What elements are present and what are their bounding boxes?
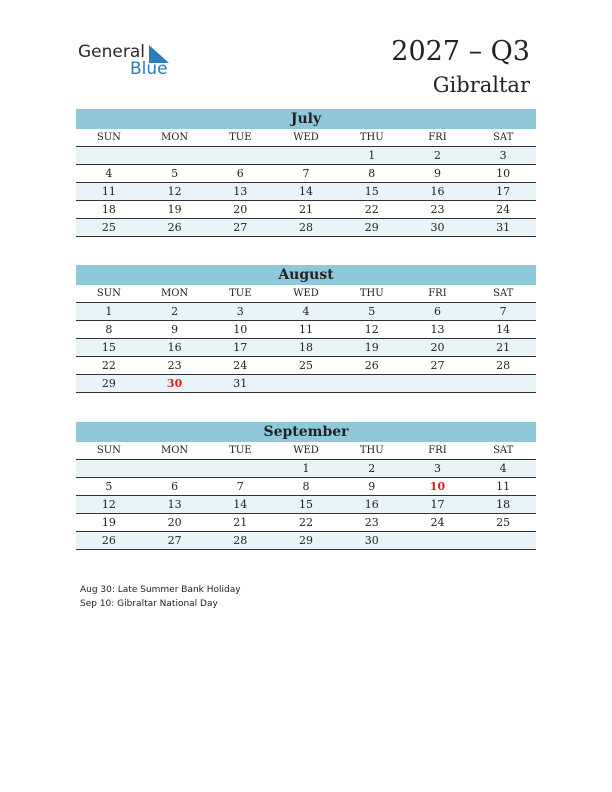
day-cell: 15 xyxy=(364,185,379,198)
day-cell: 15 xyxy=(101,341,116,354)
day-cell: 26 xyxy=(364,359,379,372)
day-cell xyxy=(339,375,405,392)
day-cell: 26 xyxy=(101,534,116,547)
day-cell: 8 xyxy=(105,323,113,336)
day-cell: 10 xyxy=(496,167,511,180)
day-cell: 21 xyxy=(496,341,511,354)
day-cell: 4 xyxy=(105,167,113,180)
month-name: August xyxy=(76,265,536,285)
weekday-label: SUN xyxy=(96,288,121,299)
weekday-header-row xyxy=(76,442,536,460)
weekday-label: FRI xyxy=(428,132,447,143)
day-cell: 12 xyxy=(167,185,182,198)
day-cell: 27 xyxy=(233,221,248,234)
day-cell: 19 xyxy=(167,203,182,216)
day-cell xyxy=(142,460,208,477)
weekday-label: FRI xyxy=(428,445,447,456)
day-cell: 9 xyxy=(433,167,441,180)
day-cell: 24 xyxy=(233,359,248,372)
day-cell: 5 xyxy=(105,480,113,493)
day-cell xyxy=(470,375,536,392)
weekday-label: THU xyxy=(359,445,384,456)
holiday-note: Aug 30: Late Summer Bank Holiday xyxy=(80,585,241,595)
day-cell: 6 xyxy=(433,305,441,318)
week-row xyxy=(76,165,536,183)
day-cell xyxy=(76,147,142,164)
week-row xyxy=(76,496,536,514)
day-cell xyxy=(405,532,471,549)
day-cell: 2 xyxy=(433,149,441,162)
day-cell: 22 xyxy=(364,203,379,216)
month-calendar-august xyxy=(76,265,536,393)
week-row xyxy=(76,357,536,375)
day-cell: 11 xyxy=(496,480,511,493)
day-cell: 6 xyxy=(236,167,244,180)
day-cell: 22 xyxy=(299,516,314,529)
holiday-day-cell: 30 xyxy=(166,377,183,390)
day-cell: 21 xyxy=(299,203,314,216)
day-cell: 30 xyxy=(364,534,379,547)
weekday-label: TUE xyxy=(229,132,252,143)
weekday-label: SAT xyxy=(493,132,514,143)
week-row xyxy=(76,478,536,496)
day-cell: 17 xyxy=(233,341,248,354)
weekday-label: TUE xyxy=(229,445,252,456)
weekday-label: MON xyxy=(160,132,189,143)
day-cell: 5 xyxy=(171,167,179,180)
day-cell: 19 xyxy=(364,341,379,354)
day-cell xyxy=(273,375,339,392)
day-cell: 5 xyxy=(368,305,376,318)
day-cell: 15 xyxy=(299,498,314,511)
week-row xyxy=(76,321,536,339)
day-cell: 11 xyxy=(101,185,116,198)
week-row xyxy=(76,147,536,165)
day-cell: 8 xyxy=(302,480,310,493)
day-cell: 16 xyxy=(430,185,445,198)
day-cell: 19 xyxy=(101,516,116,529)
day-cell: 12 xyxy=(364,323,379,336)
week-row xyxy=(76,183,536,201)
day-cell: 31 xyxy=(496,221,511,234)
week-row xyxy=(76,460,536,478)
day-cell: 1 xyxy=(302,462,310,475)
day-cell: 26 xyxy=(167,221,182,234)
day-cell: 18 xyxy=(101,203,116,216)
week-row xyxy=(76,514,536,532)
day-cell: 24 xyxy=(496,203,511,216)
weekday-label: SAT xyxy=(493,288,514,299)
region-title: Gibraltar xyxy=(432,73,530,97)
day-cell: 17 xyxy=(430,498,445,511)
brand-name-general: General xyxy=(78,42,145,62)
year-quarter-title: 2027 – Q3 xyxy=(391,36,530,67)
day-cell: 4 xyxy=(499,462,507,475)
day-cell xyxy=(207,460,273,477)
day-cell: 24 xyxy=(430,516,445,529)
day-cell: 3 xyxy=(236,305,244,318)
week-row xyxy=(76,201,536,219)
day-cell: 16 xyxy=(364,498,379,511)
day-cell: 4 xyxy=(302,305,310,318)
day-cell: 31 xyxy=(233,377,248,390)
day-cell: 25 xyxy=(299,359,314,372)
day-cell: 16 xyxy=(167,341,182,354)
weekday-label: SUN xyxy=(96,445,121,456)
day-cell: 7 xyxy=(499,305,507,318)
weekday-header-row xyxy=(76,285,536,303)
month-calendar-july xyxy=(76,109,536,237)
month-name: September xyxy=(76,422,536,442)
day-cell: 29 xyxy=(364,221,379,234)
day-cell: 23 xyxy=(167,359,182,372)
day-cell: 23 xyxy=(364,516,379,529)
weekday-label: FRI xyxy=(428,288,447,299)
weekday-header-row xyxy=(76,129,536,147)
weekday-label: MON xyxy=(160,288,189,299)
day-cell: 1 xyxy=(105,305,113,318)
week-row xyxy=(76,375,536,393)
day-cell: 6 xyxy=(171,480,179,493)
day-cell xyxy=(76,460,142,477)
brand-name-blue: Blue xyxy=(130,59,168,79)
day-cell: 17 xyxy=(496,185,511,198)
weekday-label: WED xyxy=(293,445,319,456)
day-cell: 7 xyxy=(236,480,244,493)
day-cell: 28 xyxy=(299,221,314,234)
week-row xyxy=(76,303,536,321)
day-cell: 14 xyxy=(496,323,511,336)
week-row xyxy=(76,339,536,357)
weekday-label: WED xyxy=(293,132,319,143)
day-cell: 12 xyxy=(101,498,116,511)
day-cell: 25 xyxy=(101,221,116,234)
day-cell: 14 xyxy=(299,185,314,198)
week-row xyxy=(76,219,536,237)
day-cell: 20 xyxy=(430,341,445,354)
day-cell xyxy=(207,147,273,164)
day-cell xyxy=(273,147,339,164)
day-cell: 22 xyxy=(101,359,116,372)
day-cell: 27 xyxy=(167,534,182,547)
weekday-label: THU xyxy=(359,288,384,299)
day-cell xyxy=(470,532,536,549)
day-cell: 27 xyxy=(430,359,445,372)
week-row xyxy=(76,532,536,550)
day-cell: 3 xyxy=(499,149,507,162)
holiday-notes xyxy=(80,583,241,611)
day-cell: 13 xyxy=(430,323,445,336)
day-cell: 20 xyxy=(233,203,248,216)
day-cell: 28 xyxy=(496,359,511,372)
day-cell: 29 xyxy=(101,377,116,390)
day-cell: 30 xyxy=(430,221,445,234)
day-cell: 13 xyxy=(233,185,248,198)
holiday-day-cell: 10 xyxy=(429,480,446,493)
day-cell xyxy=(405,375,471,392)
weekday-label: MON xyxy=(160,445,189,456)
weekday-label: SAT xyxy=(493,445,514,456)
day-cell xyxy=(142,147,208,164)
day-cell: 9 xyxy=(368,480,376,493)
day-cell: 11 xyxy=(299,323,314,336)
day-cell: 10 xyxy=(233,323,248,336)
day-cell: 28 xyxy=(233,534,248,547)
weekday-label: THU xyxy=(359,132,384,143)
day-cell: 2 xyxy=(368,462,376,475)
day-cell: 14 xyxy=(233,498,248,511)
day-cell: 2 xyxy=(171,305,179,318)
day-cell: 8 xyxy=(368,167,376,180)
day-cell: 3 xyxy=(433,462,441,475)
day-cell: 29 xyxy=(299,534,314,547)
day-cell: 23 xyxy=(430,203,445,216)
day-cell: 9 xyxy=(171,323,179,336)
day-cell: 21 xyxy=(233,516,248,529)
month-calendar-september xyxy=(76,422,536,550)
holiday-note: Sep 10: Gibraltar National Day xyxy=(80,599,218,609)
day-cell: 25 xyxy=(496,516,511,529)
day-cell: 20 xyxy=(167,516,182,529)
day-cell: 18 xyxy=(496,498,511,511)
day-cell: 7 xyxy=(302,167,310,180)
weekday-label: TUE xyxy=(229,288,252,299)
weekday-label: WED xyxy=(293,288,319,299)
month-name: July xyxy=(76,109,536,129)
day-cell: 13 xyxy=(167,498,182,511)
weekday-label: SUN xyxy=(96,132,121,143)
day-cell: 18 xyxy=(299,341,314,354)
day-cell: 1 xyxy=(368,149,376,162)
